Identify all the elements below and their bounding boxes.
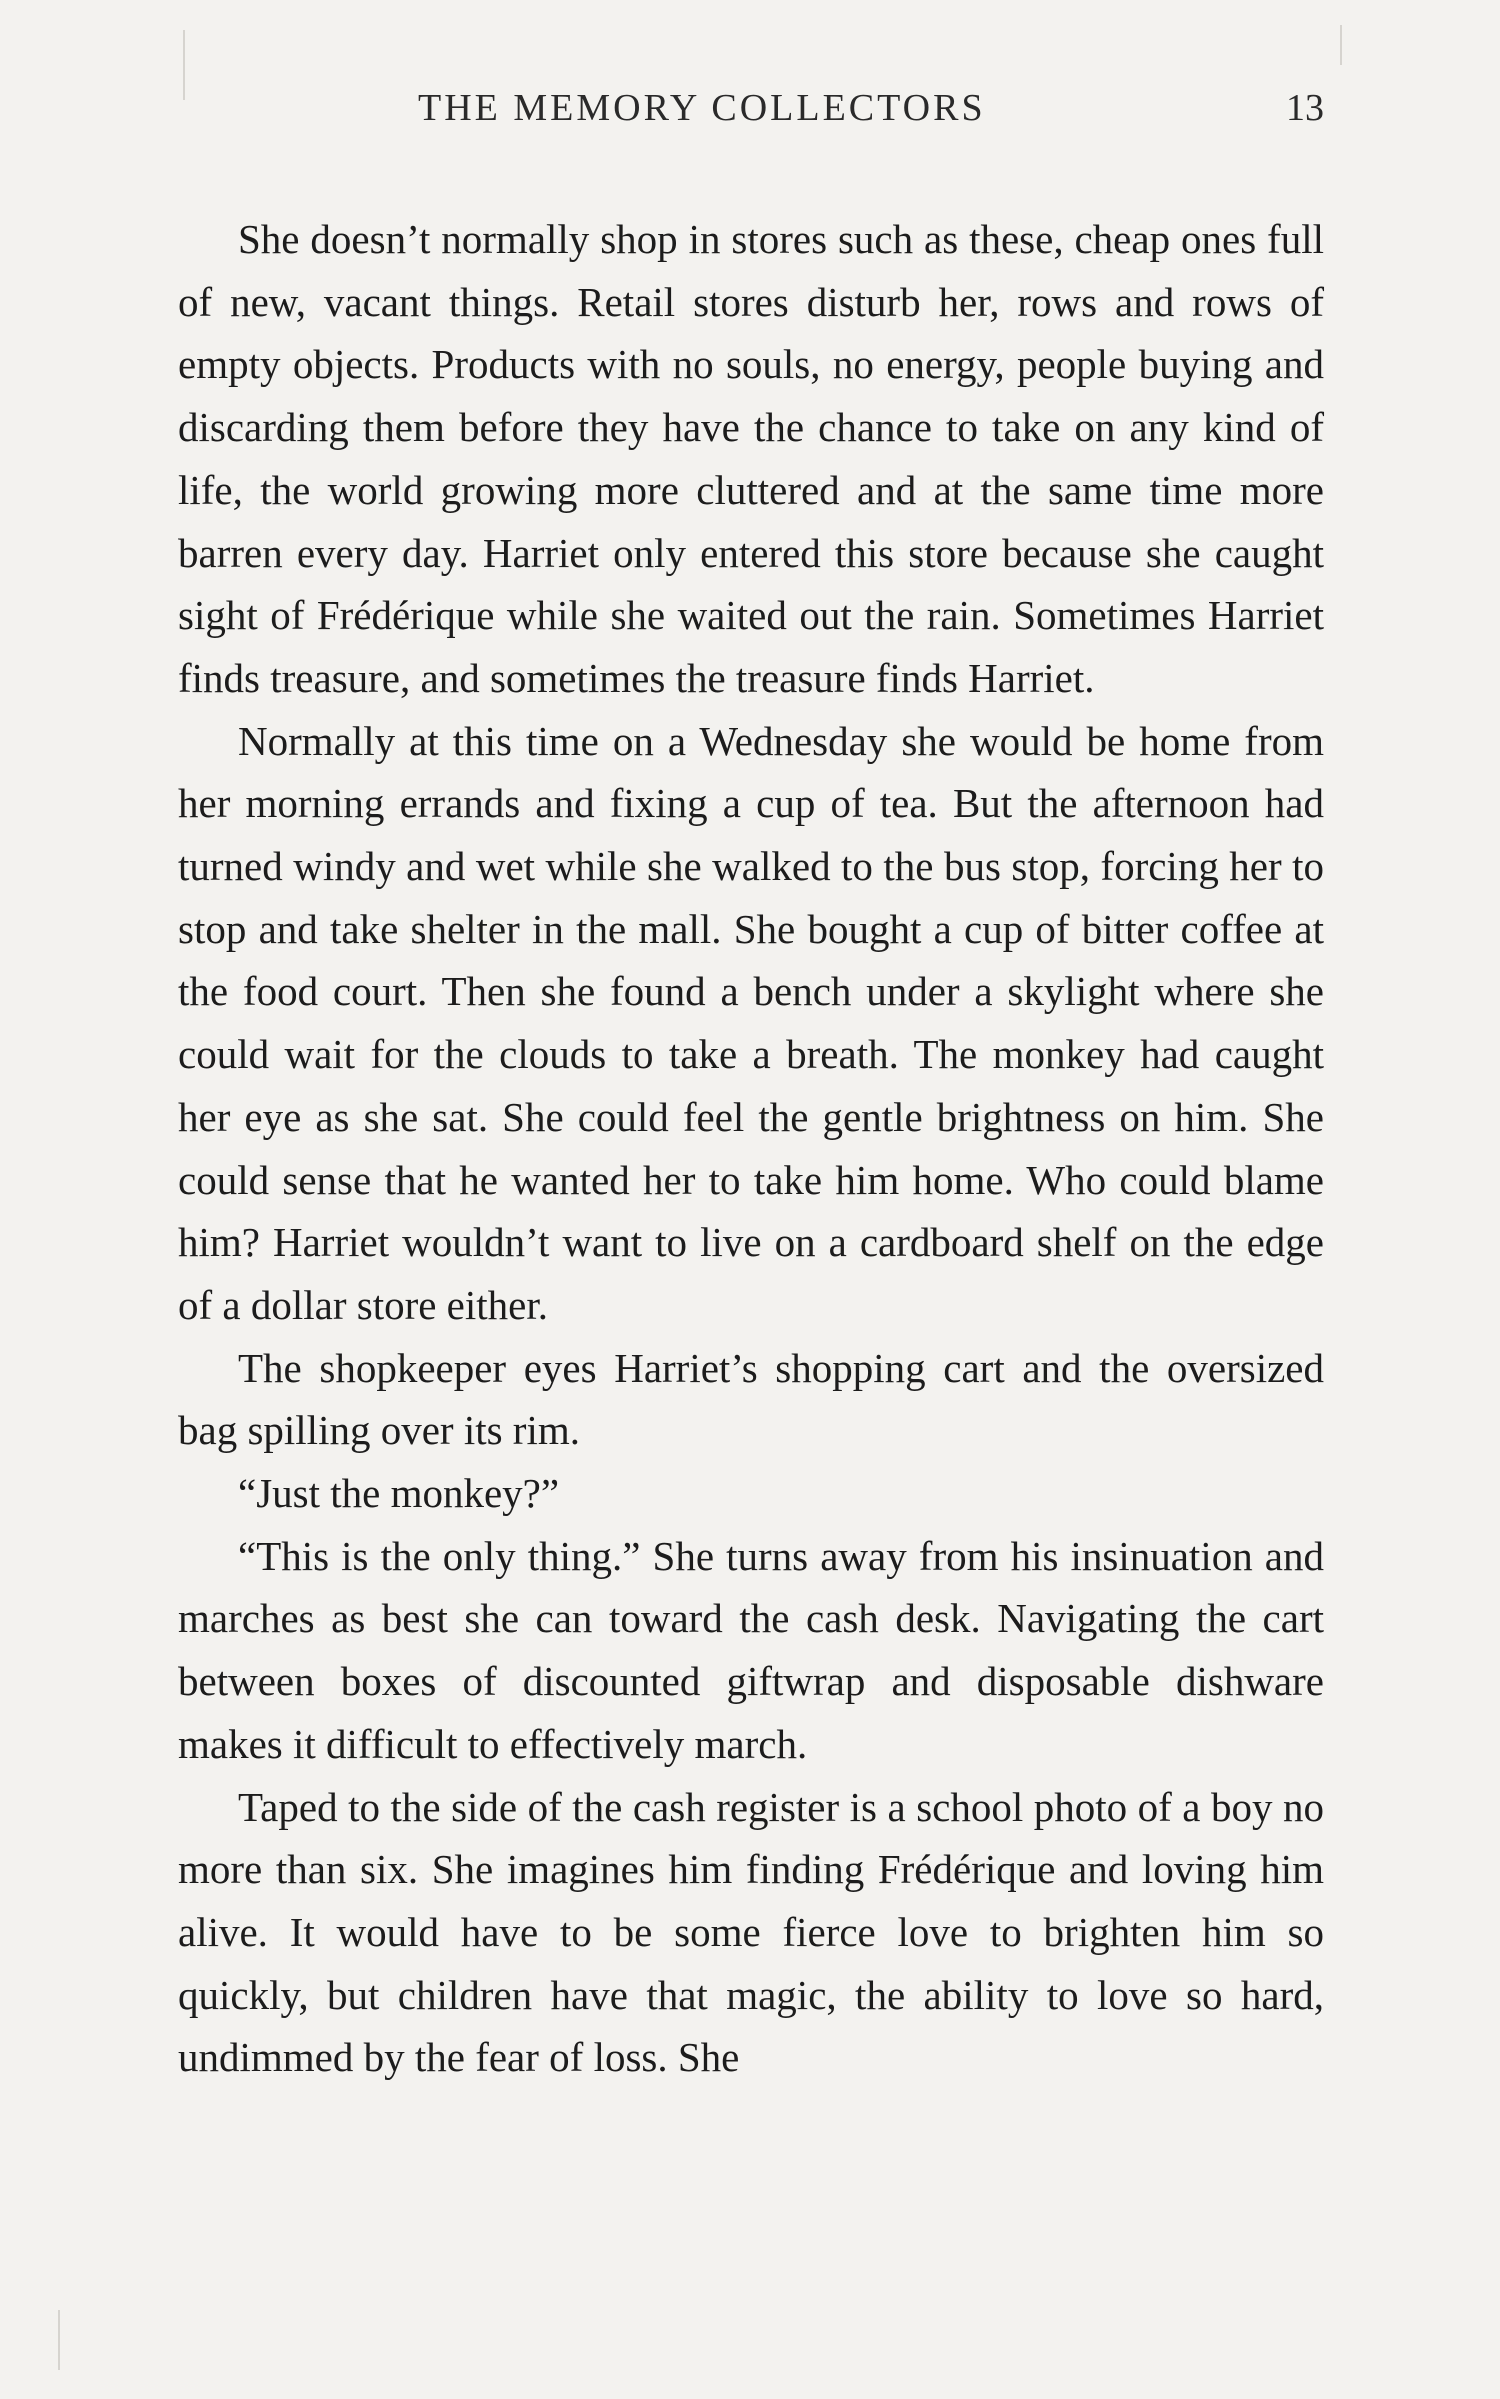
page-header xyxy=(178,86,1324,146)
paragraph: Normally at this time on a Wednesday she would be home from her morning errands and fixing a cup of tea. But the afternoon had turned windy and wet while she walked to the bus stop, forcing her to stop and take shelter in the mall. She bought a cup of bitter coffee at the food court. Then she found a bench under a skylight where she could wait for the clouds to take a breath. The monkey had caught her eye as she sat. She could feel the gentle brightness on him. She could sense that he wanted her to take him home. Who could blame him? Harriet wouldn’t want to live on a cardboard shelf on the edge of a dollar store either. xyxy=(178,717,1324,1328)
paragraph: “Just the monkey?” xyxy=(238,1470,560,1517)
scan-mark xyxy=(1340,25,1342,65)
running-title: THE MEMORY COLLECTORS xyxy=(418,87,986,129)
body-text xyxy=(178,208,1324,2089)
paragraph: Taped to the side of the cash register is a school photo of a boy no more than six. She imagines him finding Frédérique and loving him alive. It would have to be some fierce love to brighten him so quickly, but children have that magic, the ability to love so hard, undimmed by the fear of loss. She xyxy=(178,1783,1324,2081)
paragraph: “This is the only thing.” She turns away from his insinuation and marches as best she can toward the cash desk. Navigating the cart between boxes of discounted giftwrap and disposable dishware makes it difficult to effectively march. xyxy=(178,1532,1324,1767)
scan-mark xyxy=(58,2310,60,2370)
page-number: 13 xyxy=(1286,87,1324,129)
paragraph: The shopkeeper eyes Harriet’s shopping cart and the oversized bag spilling over its rim. xyxy=(178,1344,1324,1454)
paragraph: She doesn’t normally shop in stores such as these, cheap ones full of new, vacant things. Retail stores disturb her, rows and rows of empty objects. Products with no souls, no energy, people buying and discarding them before they have the chance to take on any kind of life, the world growing more cluttered and at the same time more barren every day. Harriet only entered this store because she caught sight of Frédérique while she waited out the rain. Sometimes Harriet finds treasure, and sometimes the treasure finds Harriet. xyxy=(178,216,1324,701)
